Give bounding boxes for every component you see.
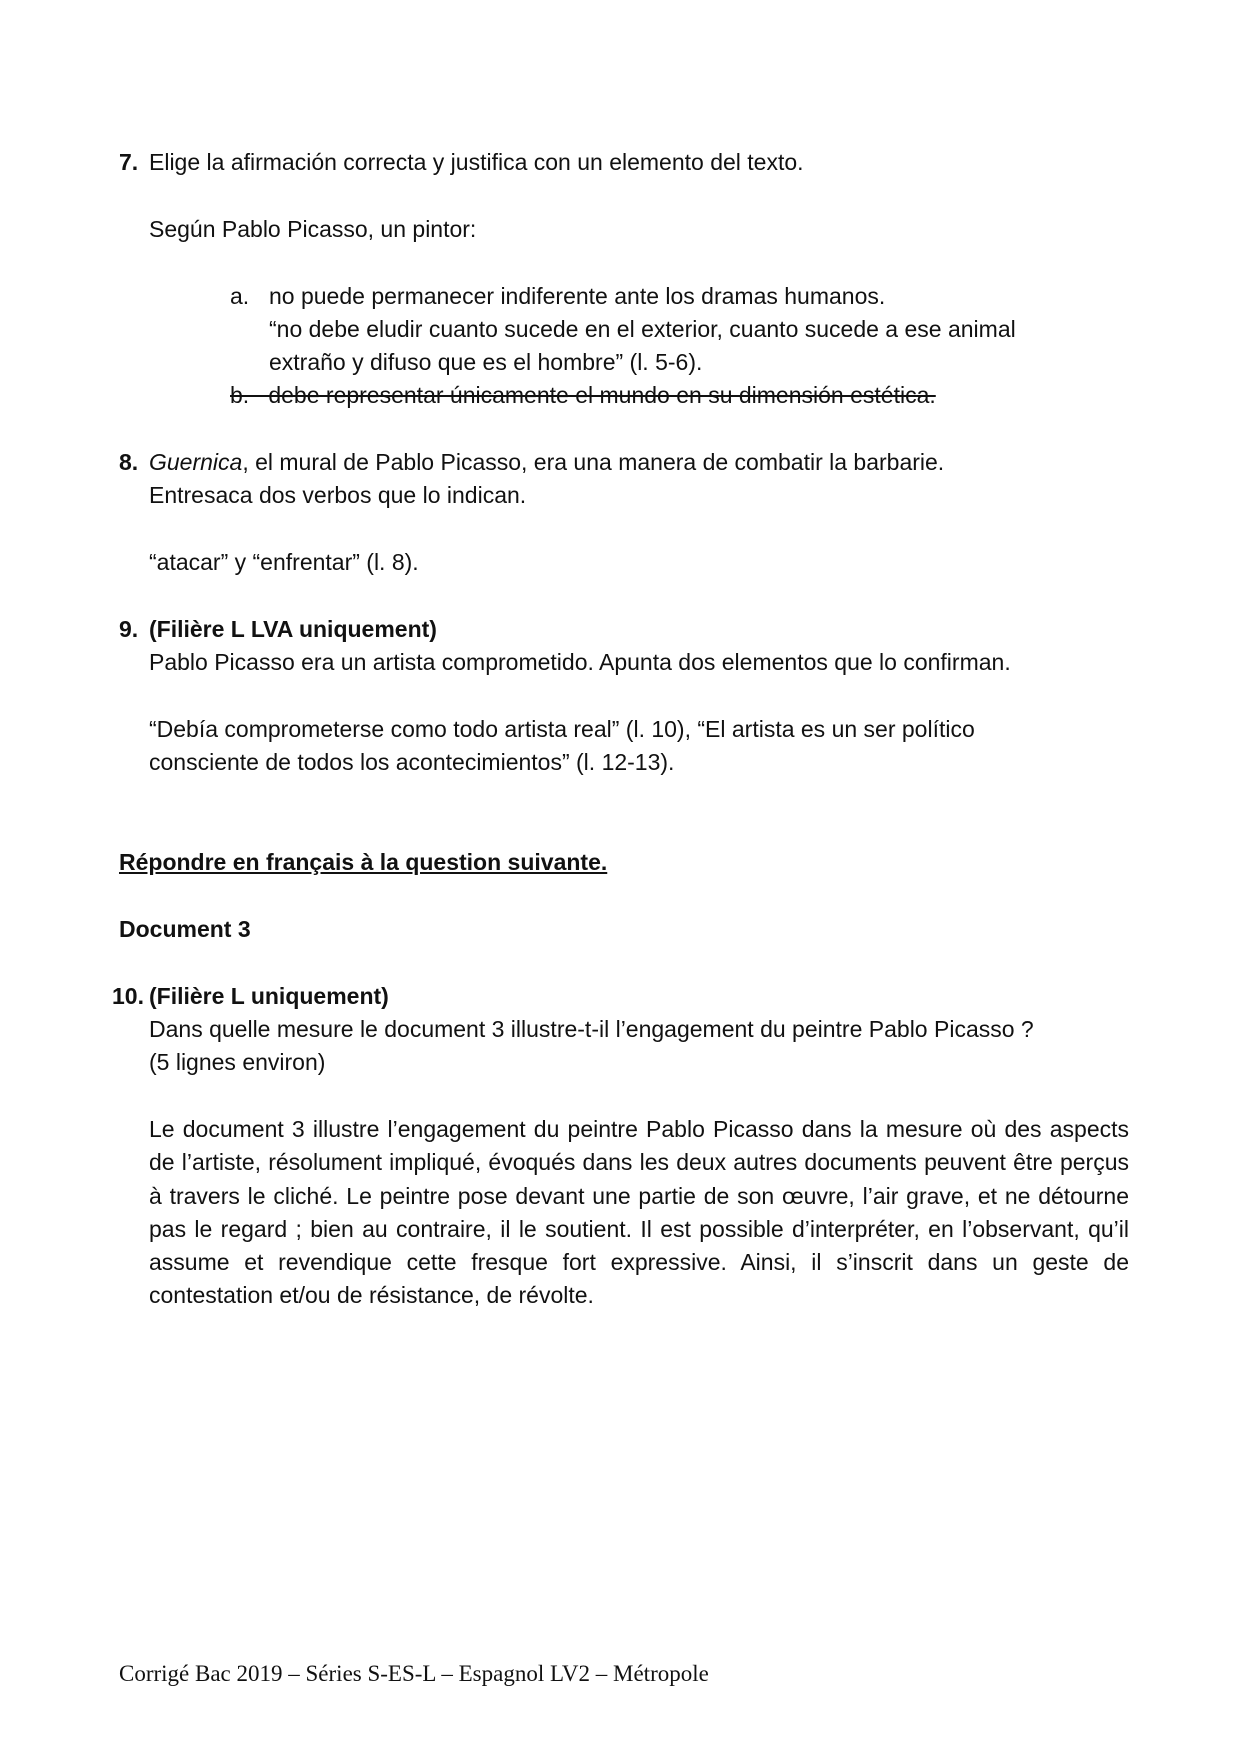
- question-7-lead: Según Pablo Picasso, un pintor:: [149, 216, 477, 242]
- question-8-number: 8.: [119, 449, 139, 475]
- question-10-number: 10.: [112, 983, 144, 1009]
- question-9-answer-line-1: “Debía comprometerse como todo artista real” (l. 10), “El artista es un ser político: [149, 716, 975, 742]
- option-a-marker: a.: [230, 283, 250, 309]
- guernica-title: Guernica: [149, 449, 243, 475]
- question-8-prompt-rest: , el mural de Pablo Picasso, era una manera de combatir la barbarie.: [242, 449, 945, 475]
- question-8-answer: “atacar” y “enfrentar” (l. 8).: [149, 549, 419, 575]
- document-label: Document 3: [119, 916, 251, 942]
- question-7-prompt: Elige la afirmación correcta y justifica con un elemento del texto.: [149, 149, 804, 175]
- question-8-prompt: [149, 446, 944, 479]
- question-9-heading: (Filière L LVA uniquement): [149, 616, 437, 642]
- question-10-heading: (Filière L uniquement): [149, 983, 389, 1009]
- option-b-struck: b. debe representar únicamente el mundo en su dimensión estética.: [230, 382, 936, 408]
- option-a-quote-line-2: extraño y difuso que es el hombre” (l. 5-6).: [269, 349, 703, 375]
- option-a-quote-line-1: “no debe eludir cuanto sucede en el exterior, cuanto sucede a ese animal: [269, 316, 1016, 342]
- question-10-note: (5 lignes environ): [149, 1049, 326, 1075]
- question-10-prompt: Dans quelle mesure le document 3 illustre-t-il l’engagement du peintre Pablo Picasso ?: [149, 1016, 1034, 1042]
- section-instruction: Répondre en français à la question suivante.: [119, 849, 608, 875]
- question-9-answer-line-2: consciente de todos los acontecimientos” (l. 12-13).: [149, 749, 675, 775]
- question-9-prompt: Pablo Picasso era un artista comprometido. Apunta dos elementos que lo confirman.: [149, 649, 1011, 675]
- question-10-answer: Le document 3 illustre l’engagement du peintre Pablo Picasso dans la mesure où des aspects de l’artiste, résolument impliqué, évoqués dans les deux autres documents peuvent être perçus à travers le cliché. Le peintre pose devant une partie de son œuvre, l’air grave, et ne détourne pas le regard ; bien au contraire, il le soutient. Il est possible d’interpréter, en l’observant, qu’il assume et revendique cette fresque fort expressive. Ainsi, il s’inscrit dans un geste de contestation et/ou de résistance, de révolte.: [149, 1116, 1129, 1309]
- option-a-text: no puede permanecer indiferente ante los dramas humanos.: [269, 283, 886, 309]
- question-9-number: 9.: [119, 616, 139, 642]
- question-7-number: 7.: [119, 149, 139, 175]
- page-footer: Corrigé Bac 2019 – Séries S-ES-L – Espagnol LV2 – Métropole: [119, 1661, 709, 1686]
- question-8-prompt-line-2: Entresaca dos verbos que lo indican.: [149, 482, 527, 508]
